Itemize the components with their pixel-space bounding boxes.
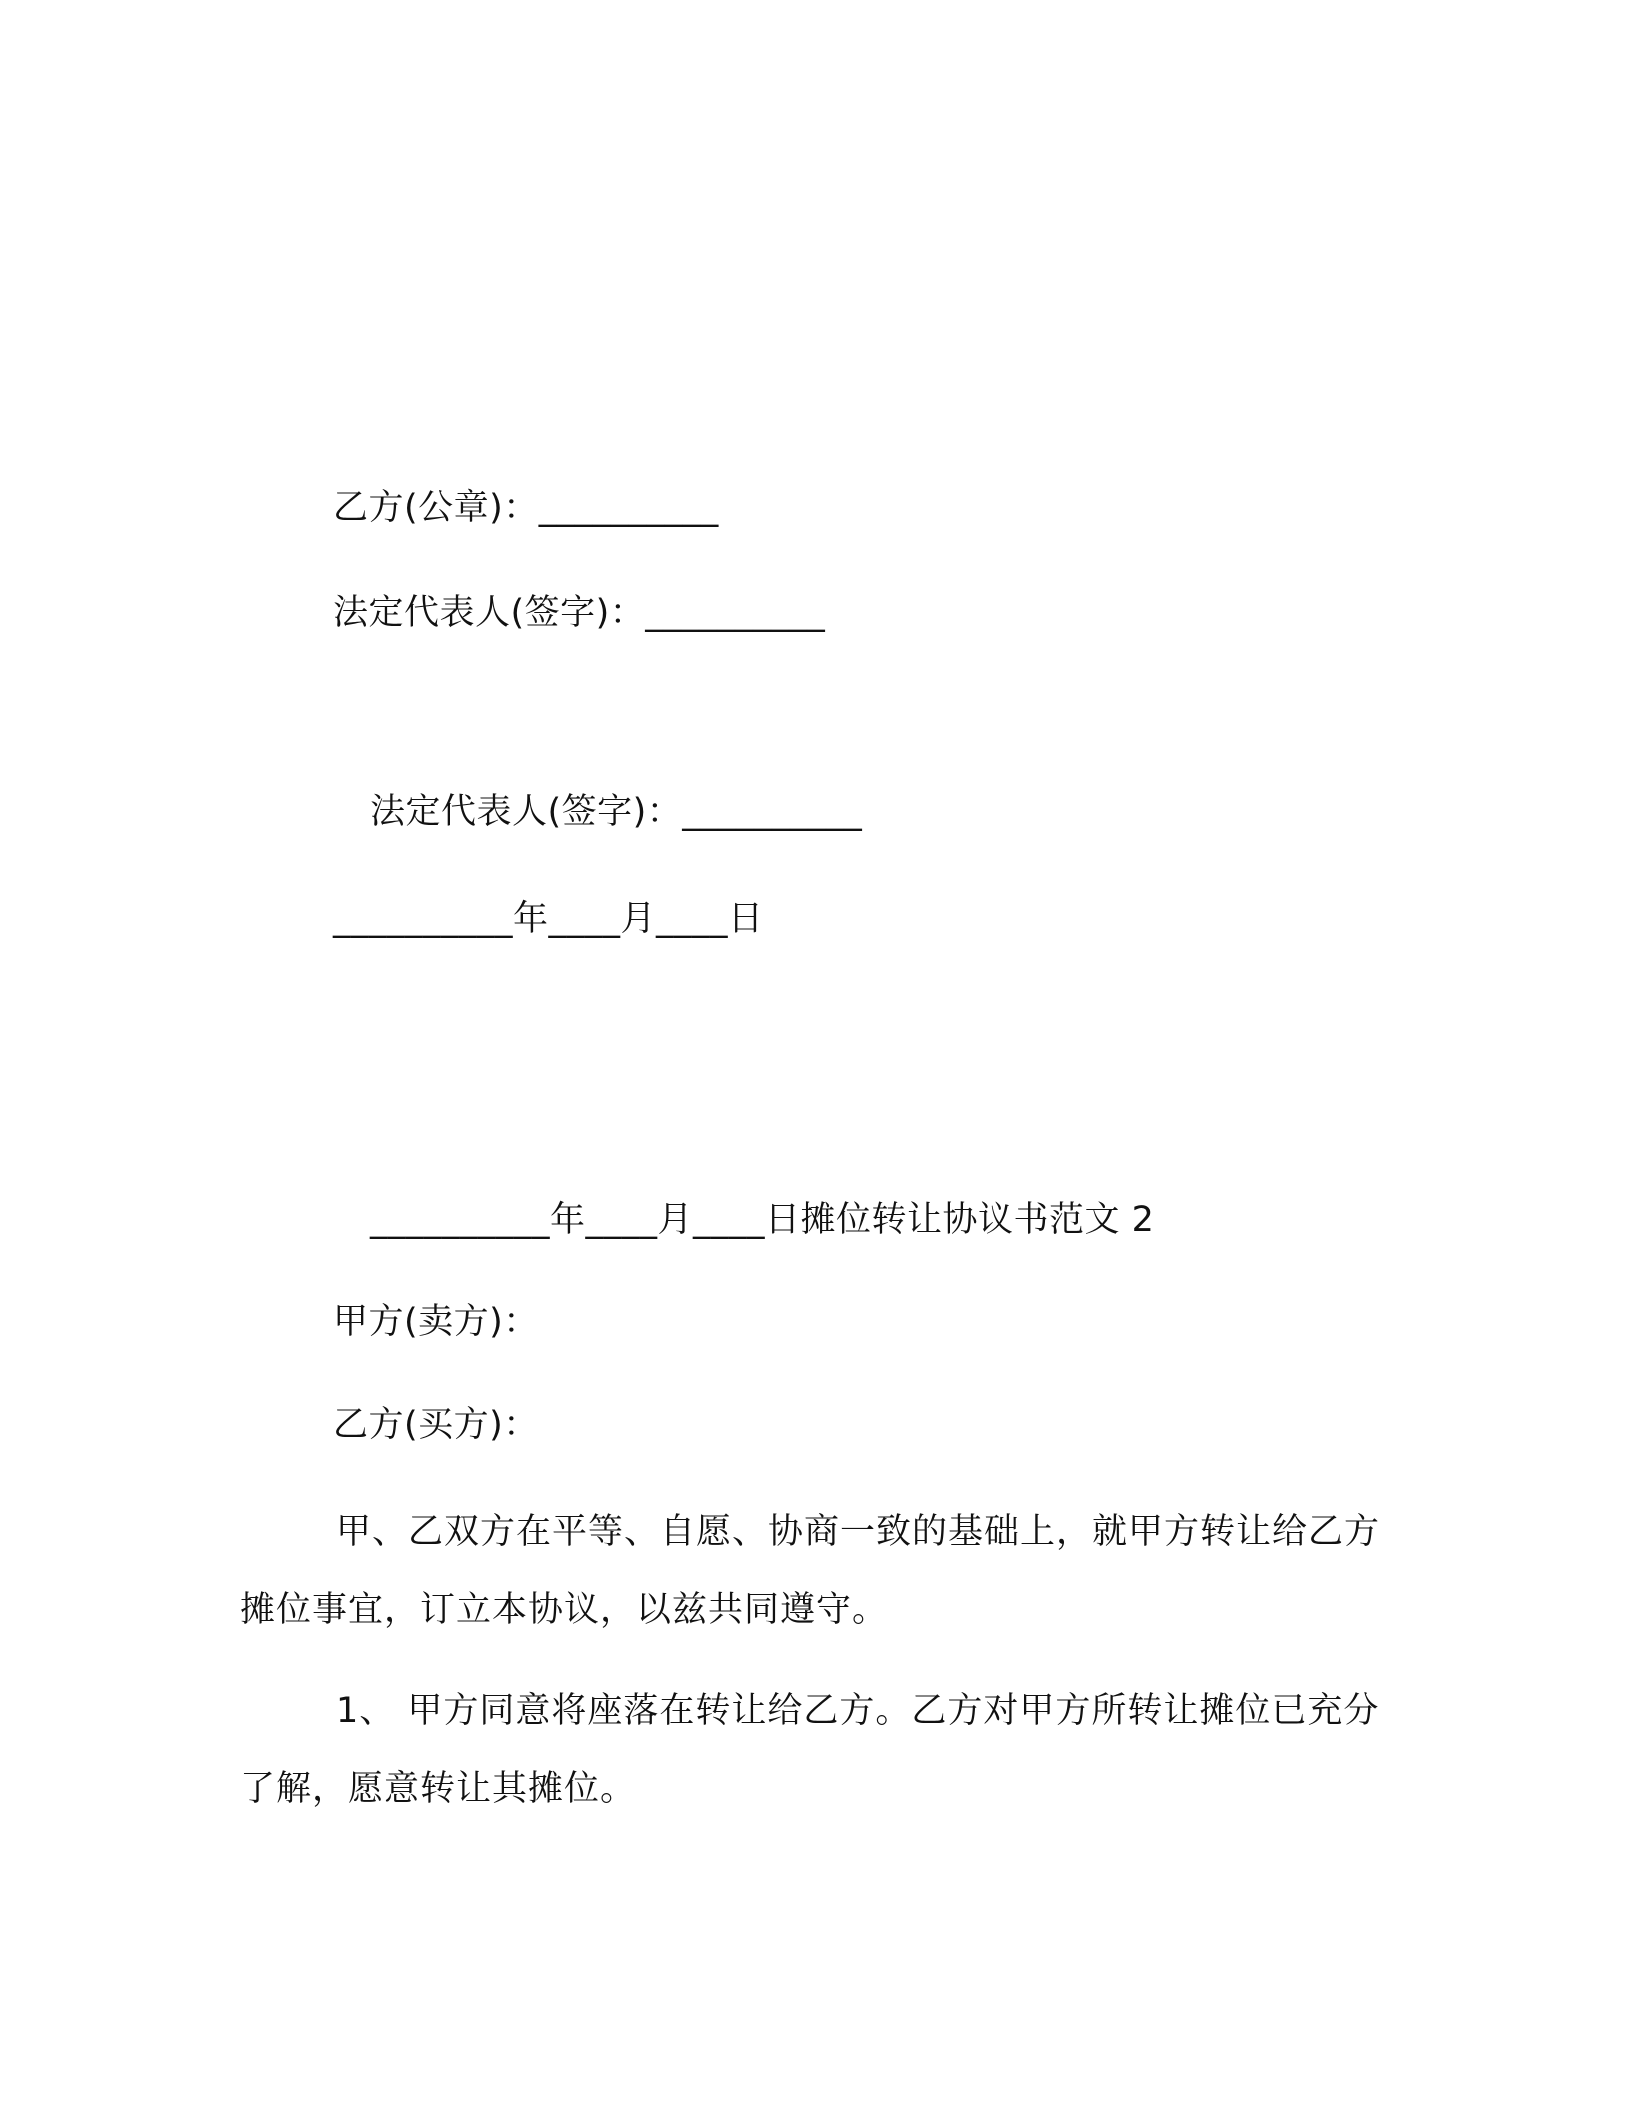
party-b-buyer-line: 乙方(买方)： xyxy=(333,1405,539,1445)
party-a-seller-line: 甲方(卖方)： xyxy=(333,1302,539,1342)
date-line: __________年____月____日 xyxy=(333,899,764,939)
intro-paragraph: 甲、乙双方在平等、自愿、协商一致的基础上，就甲方转让给乙方摊位事宜，订立本协议，以兹共同遵守。 xyxy=(240,1512,1381,1630)
legal-representative-signature-line-2: 法定代表人(签字)：__________ xyxy=(370,792,863,832)
party-b-seal-line: 乙方(公章)：__________ xyxy=(333,488,719,528)
agreement-title-line: __________年____月____日摊位转让协议书范文 2 xyxy=(370,1200,1155,1240)
legal-representative-signature-line: 法定代表人(签字)：__________ xyxy=(333,593,826,633)
clause-1-paragraph: 1、 甲方同意将座落在转让给乙方。乙方对甲方所转让摊位已充分了解，愿意转让其摊位。 xyxy=(240,1691,1380,1809)
